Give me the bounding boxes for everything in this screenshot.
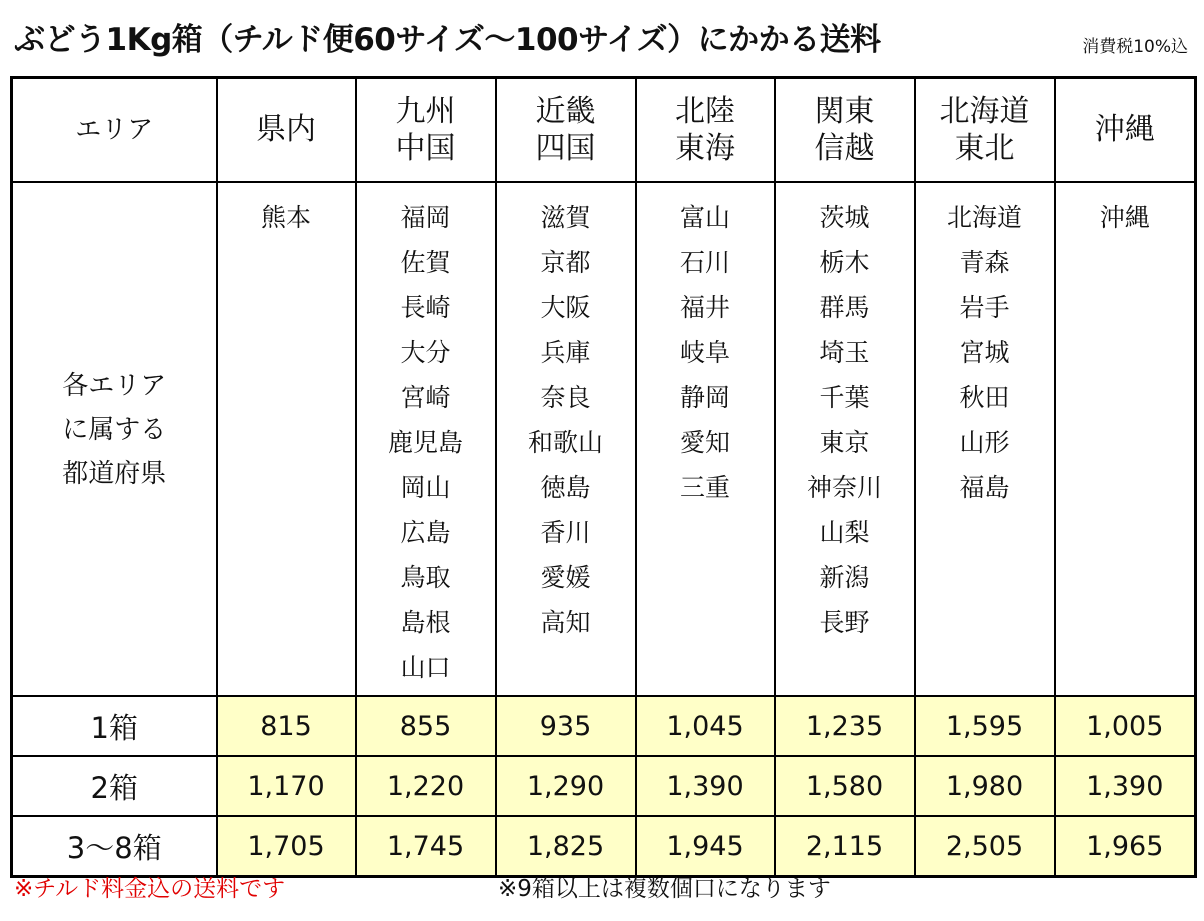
prefecture-cell [356, 182, 496, 696]
prefecture-name: 千葉 [819, 383, 870, 412]
prefecture-name: 島根 [400, 608, 451, 637]
prefecture-name: 大分 [400, 338, 451, 367]
price-cell: 1,825 [496, 816, 636, 877]
price-row-1-box [12, 696, 1196, 756]
prefecture-name: 新潟 [819, 563, 870, 592]
region-header: 九州 中国 [356, 78, 496, 183]
price-cell: 935 [496, 696, 636, 756]
multi-parcel-note: ※9箱以上は複数個口になります [498, 876, 831, 902]
price-row-2-boxes [12, 756, 1196, 816]
price-cell: 1,005 [1055, 696, 1196, 756]
prefecture-name: 北海道 [946, 203, 1022, 232]
price-cell: 2,505 [915, 816, 1055, 877]
prefecture-name: 長崎 [400, 293, 451, 322]
prefecture-name: 福井 [679, 293, 730, 322]
prefecture-name: 熊本 [260, 203, 311, 232]
prefecture-name: 香川 [540, 518, 591, 547]
prefecture-name: 福岡 [400, 203, 451, 232]
prefecture-name: 宮崎 [400, 383, 451, 412]
prefecture-row-label: 各エリア に属する 都道府県 [12, 182, 217, 696]
prefecture-name: 神奈川 [806, 473, 882, 502]
region-header: 沖縄 [1055, 78, 1196, 183]
price-cell: 2,115 [775, 816, 915, 877]
price-cell: 1,595 [915, 696, 1055, 756]
shipping-rate-table [10, 76, 1197, 878]
prefecture-name: 愛知 [679, 428, 730, 457]
prefecture-name: 鹿児島 [387, 428, 463, 457]
price-cell: 1,390 [636, 756, 775, 816]
price-cell: 1,705 [217, 816, 356, 877]
prefecture-name: 広島 [400, 518, 451, 547]
prefecture-name: 福島 [959, 473, 1010, 502]
region-header: 近畿 四国 [496, 78, 636, 183]
box-count-label: 2箱 [12, 756, 217, 816]
box-count-label: 3～8箱 [12, 816, 217, 877]
prefecture-name: 栃木 [819, 248, 870, 277]
prefecture-name: 山形 [959, 428, 1010, 457]
region-header: 県内 [217, 78, 356, 183]
price-cell: 1,390 [1055, 756, 1196, 816]
area-header: エリア [12, 78, 217, 183]
box-count-label: 1箱 [12, 696, 217, 756]
prefecture-name: 兵庫 [540, 338, 591, 367]
prefecture-name: 岡山 [400, 473, 451, 502]
prefecture-name: 岩手 [959, 293, 1010, 322]
price-row-3-8-boxes [12, 816, 1196, 877]
page-title: ぶどう1Kg箱（チルド便60サイズ～100サイズ）にかかる送料 [14, 22, 881, 58]
prefecture-name: 高知 [540, 608, 591, 637]
prefecture-name: 大阪 [540, 293, 591, 322]
region-header: 北海道 東北 [915, 78, 1055, 183]
prefecture-name: 秋田 [959, 383, 1010, 412]
prefecture-name: 奈良 [540, 383, 591, 412]
region-header: 北陸 東海 [636, 78, 775, 183]
prefecture-cell [636, 182, 775, 696]
price-cell: 1,580 [775, 756, 915, 816]
price-cell: 1,745 [356, 816, 496, 877]
prefecture-name: 京都 [540, 248, 591, 277]
prefecture-cell [775, 182, 915, 696]
price-cell: 1,965 [1055, 816, 1196, 877]
prefecture-name: 愛媛 [540, 563, 591, 592]
prefecture-name: 青森 [959, 248, 1010, 277]
prefecture-row [12, 182, 1196, 696]
header-row [12, 78, 1196, 183]
price-cell: 1,980 [915, 756, 1055, 816]
prefecture-name: 徳島 [540, 473, 591, 502]
tax-note: 消費税10%込 [1082, 37, 1188, 57]
prefecture-name: 沖縄 [1099, 203, 1150, 232]
prefecture-name: 和歌山 [527, 428, 603, 457]
prefecture-name: 静岡 [679, 383, 730, 412]
price-cell: 1,235 [775, 696, 915, 756]
price-cell: 1,945 [636, 816, 775, 877]
prefecture-cell [915, 182, 1055, 696]
prefecture-name: 埼玉 [819, 338, 870, 367]
price-cell: 815 [217, 696, 356, 756]
prefecture-cell [496, 182, 636, 696]
prefecture-name: 山梨 [819, 518, 870, 547]
prefecture-name: 宮城 [959, 338, 1010, 367]
prefecture-name: 東京 [819, 428, 870, 457]
region-header: 関東 信越 [775, 78, 915, 183]
prefecture-name: 佐賀 [400, 248, 451, 277]
prefecture-name: 鳥取 [400, 563, 451, 592]
prefecture-name: 滋賀 [540, 203, 591, 232]
price-cell: 1,045 [636, 696, 775, 756]
price-cell: 1,170 [217, 756, 356, 816]
prefecture-name: 石川 [679, 248, 730, 277]
price-cell: 1,220 [356, 756, 496, 816]
price-cell: 855 [356, 696, 496, 756]
prefecture-name: 長野 [819, 608, 870, 637]
prefecture-name: 山口 [400, 653, 451, 682]
price-cell: 1,290 [496, 756, 636, 816]
chilled-fee-note: ※チルド料金込の送料です [14, 876, 286, 902]
prefecture-name: 群馬 [819, 293, 870, 322]
prefecture-cell [1055, 182, 1196, 696]
prefecture-name: 岐阜 [679, 338, 730, 367]
prefecture-name: 三重 [679, 473, 730, 502]
prefecture-cell [217, 182, 356, 696]
prefecture-name: 茨城 [819, 203, 870, 232]
prefecture-name: 富山 [679, 203, 730, 232]
